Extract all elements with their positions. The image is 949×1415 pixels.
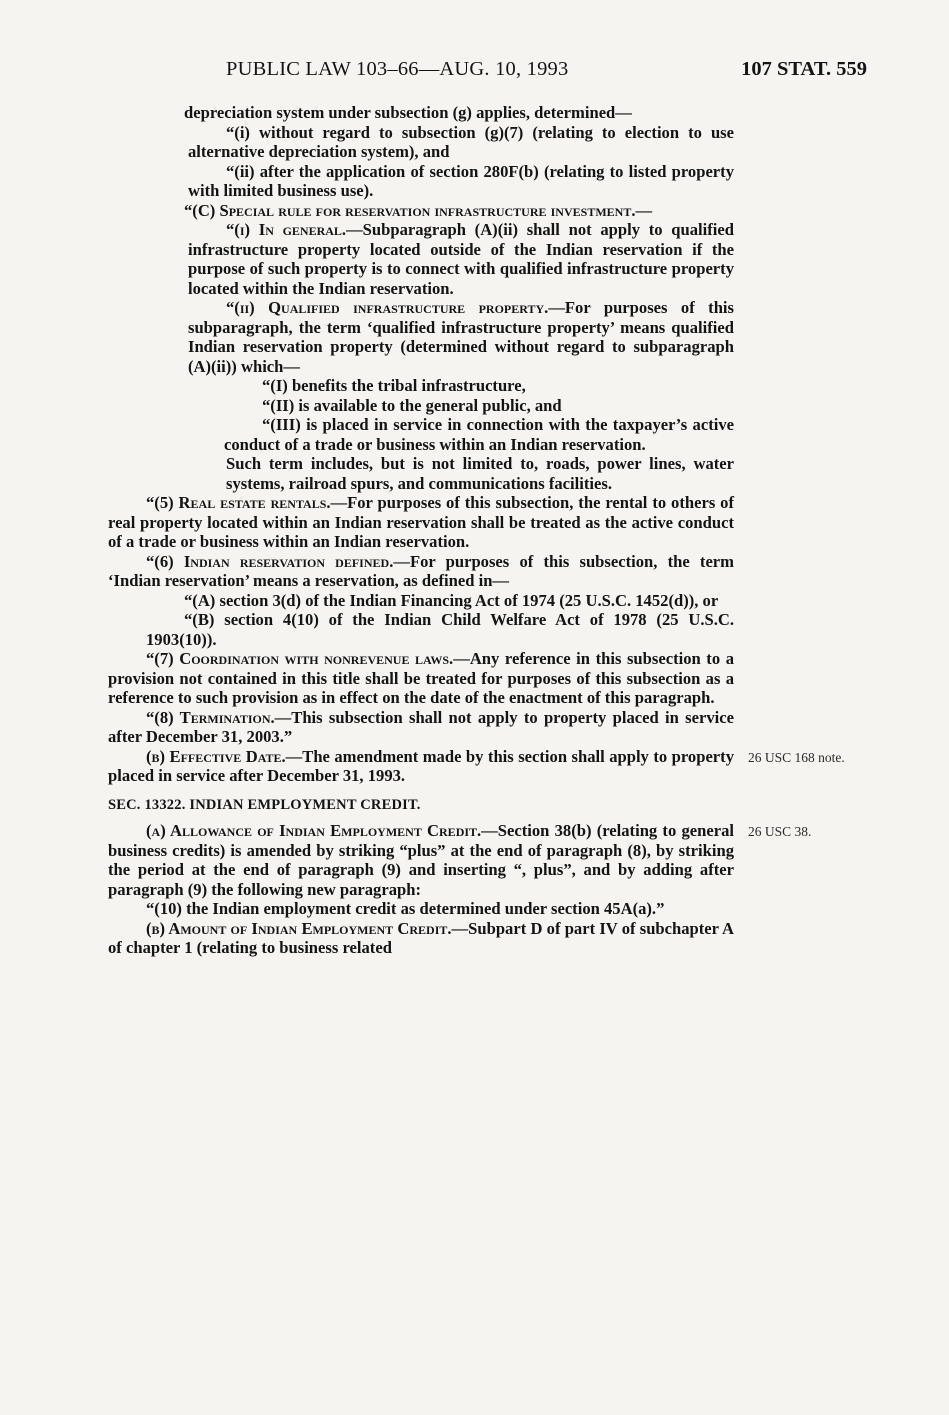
- paragraph-heading: (b) Effective Date.—: [146, 746, 303, 766]
- paragraph: [108, 493, 734, 552]
- paragraph-text: “(A) section 3(d) of the Indian Financing Act of 1974 (25 U.S.C. 1452(d)), or: [184, 590, 719, 610]
- paragraph-text: For purposes of this subsection, the rental to others of real property located within an Indian reservation shall be treated as the active conduct of a trade or business within an Indian reservation.: [108, 493, 735, 551]
- paragraph: [108, 415, 734, 454]
- paragraph-heading: “(i) In general.—: [226, 220, 363, 239]
- paragraph-heading: “(5) Real estate rentals.—: [146, 493, 348, 512]
- paragraph-text: Any reference in this subsection to a provision not contained in this title shall be treated for purposes of this subsection as a reference to such provision as in effect on the date of the enactment of this paragraph.: [108, 649, 734, 707]
- paragraph-heading: (b) Amount of Indian Employment Credit.—: [146, 918, 469, 938]
- paragraph: [108, 610, 734, 649]
- paragraph: [108, 376, 734, 396]
- paragraph-text: Section 38(b) (relating to general business credits) is amended by striking “plus” at the end of paragraph (8), by striking the period at the end of paragraph (9) and inserting “, plus”, and by adding after paragraph (9) the following new paragraph:: [108, 821, 734, 899]
- paragraph: [108, 591, 734, 611]
- paragraph-text: “(II) is available to the general public, and: [262, 395, 562, 415]
- header-title: PUBLIC LAW 103–66—AUG. 10, 1993: [226, 58, 569, 80]
- paragraph: [108, 162, 734, 201]
- paragraph-text: The amendment made by this section shall apply to property placed in service after December 31, 1993.: [108, 746, 734, 785]
- paragraph: [108, 552, 734, 591]
- header-stat-page: 107 STAT. 559: [741, 58, 867, 80]
- paragraph-text: “(B) section 4(10) of the Indian Child Welfare Act of 1978 (25 U.S.C. 1903(10)).: [146, 610, 734, 649]
- paragraph-text: For purposes of this subparagraph, the term ‘qualified infrastructure property’ means qualified Indian reservation property (determined without regard to subparagraph (A)(ii)) which—: [188, 298, 734, 376]
- paragraph: [108, 103, 734, 123]
- paragraph-text: “(I) benefits the tribal infrastructure,: [262, 376, 526, 395]
- paragraph-heading: “(C) Special rule for reservation infrastructure investment.—: [184, 200, 653, 220]
- paragraph: [108, 747, 734, 786]
- paragraph-text: “(10) the Indian employment credit as determined under section 45A(a).”: [146, 899, 665, 918]
- paragraph: [108, 220, 734, 298]
- paragraph: [108, 821, 734, 899]
- section-heading-text: SEC. 13322. INDIAN EMPLOYMENT CREDIT.: [108, 796, 421, 813]
- paragraph-text: For purposes of this subsection, the term ‘Indian reservation’ means a reservation, as defined in—: [108, 551, 734, 590]
- paragraph-text: “(III) is placed in service in connection with the taxpayer’s active conduct of a trade or business within an Indian reservation.: [224, 415, 734, 454]
- paragraph-heading: “(6) Indian reservation defined.—: [146, 551, 410, 571]
- document-body: [108, 103, 734, 958]
- paragraph: [108, 899, 734, 919]
- paragraph: [108, 201, 734, 221]
- paragraph-heading: “(8) Termination.—: [146, 707, 292, 727]
- paragraph: [108, 454, 734, 493]
- paragraph-text: Subpart D of part IV of subchapter A of chapter 1 (relating to business related: [108, 918, 735, 957]
- paragraph-text: Such term includes, but is not limited to, roads, power lines, water systems, railroad spurs, and communications facilities.: [226, 454, 734, 493]
- paragraph-heading: (a) Allowance of Indian Employment Credit.—: [146, 821, 498, 840]
- paragraph: [108, 919, 734, 958]
- paragraph: [108, 396, 734, 416]
- margin-citation-note: 26 USC 168 note.: [748, 749, 845, 765]
- margin-citation-note: 26 USC 38.: [748, 824, 812, 839]
- paragraph: [108, 123, 734, 162]
- paragraph-text: depreciation system under subsection (g) applies, determined—: [184, 103, 632, 122]
- paragraph: [108, 298, 734, 376]
- paragraph: [108, 708, 734, 747]
- paragraph-heading: “(ii) Qualified infrastructure property.—: [226, 298, 565, 317]
- running-header: [0, 58, 949, 88]
- paragraph-heading: “(7) Coordination with nonrevenue laws.—: [146, 649, 470, 668]
- paragraph-text: “(i) without regard to subsection (g)(7) (relating to election to use alternative depreciation system), and: [188, 122, 734, 161]
- paragraph-text: This subsection shall not apply to property placed in service after December 31, 2003.”: [108, 707, 734, 746]
- paragraph: [108, 649, 734, 708]
- paragraph-text: Subparagraph (A)(ii) shall not apply to qualified infrastructure property located outside of the Indian reservation if the purpose of such property is to connect with qualified infrastructure property located within the Indian reservation.: [188, 220, 735, 298]
- section-heading: [108, 796, 734, 816]
- paragraph-text: “(ii) after the application of section 280F(b) (relating to listed property with limited business use).: [188, 161, 734, 200]
